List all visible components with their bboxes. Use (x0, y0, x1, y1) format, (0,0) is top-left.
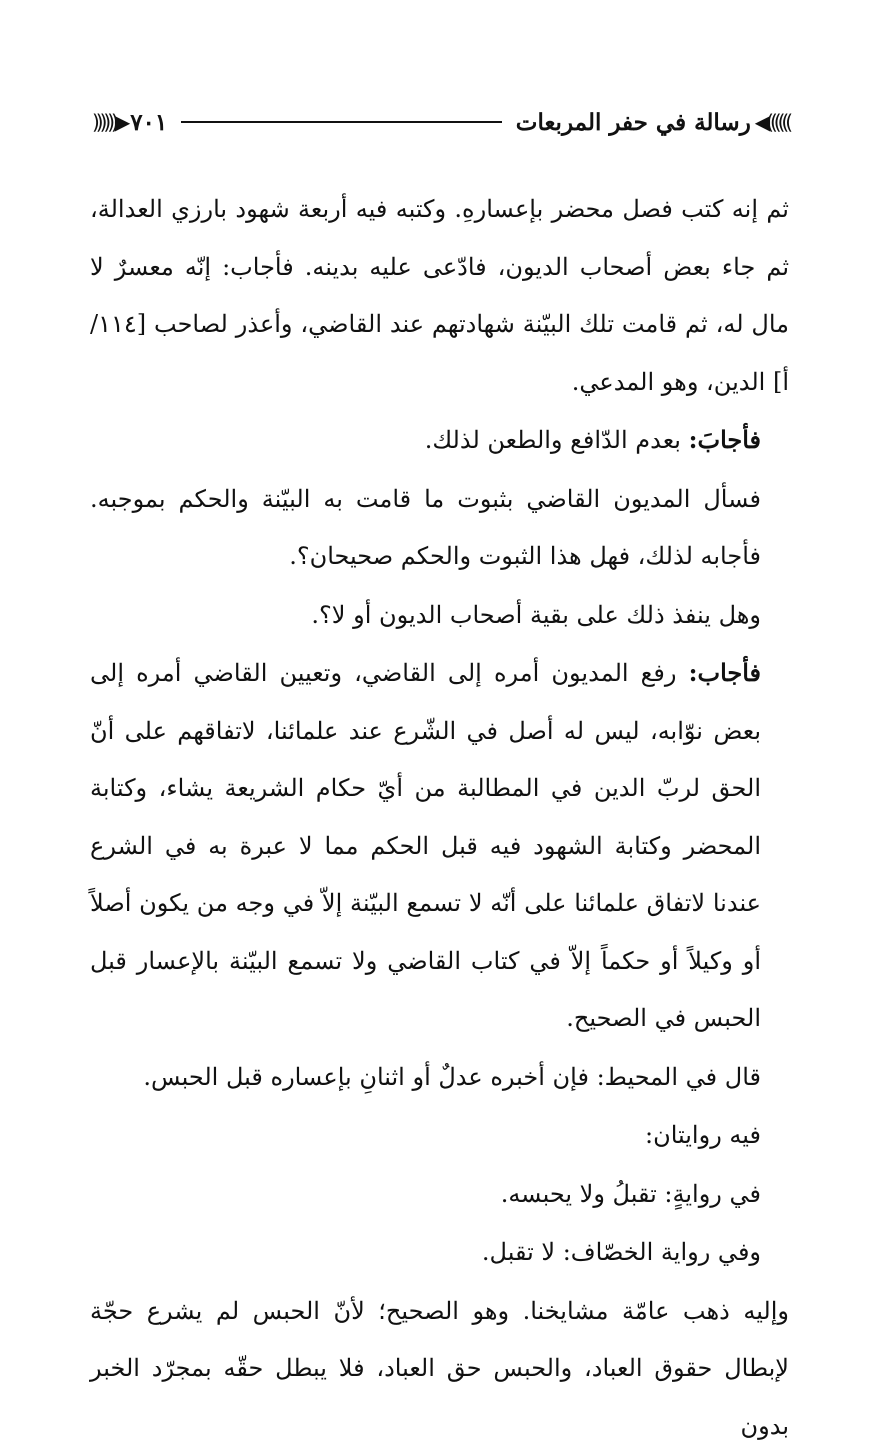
page-number: ٧٠١ (130, 109, 167, 136)
paragraph (90, 180, 789, 411)
paragraph-text: رفع المديون أمره إلى القاضي، وتعيين القاضي أمره إلى بعض نوّابه، ليس له أصل في الشّرع عند علمائنا، لاتفاقهم على أنّ الحق لربّ الدين في المطالبة من أيّ حكام الشريعة يشاء، وكتابة المحضر وكتابة الشهود فيه قبل الحكم مما لا عبرة به في الشرع عندنا لاتفاق علمائنا على أنّه لا تسمع البيّنة إلاّ في وجه من يكون أصلاً أو وكيلاً أو حكماً إلاّ في كتاب القاضي ولا تسمع البيّنة بالإعسار قبل الحبس في الصحيح. (90, 659, 761, 1032)
paragraph-text: فيه روايتان: (645, 1121, 761, 1149)
paragraph (90, 1048, 789, 1107)
header-rule (181, 121, 502, 123)
paragraph (90, 411, 789, 470)
paragraph-text: وفي رواية الخصّاف: لا تقبل. (482, 1238, 761, 1266)
header-ornament-right: ◀(((((( (755, 112, 789, 132)
paragraph-text: قال في المحيط: فإن أخبره عدلٌ أو اثنانِ بإعساره قبل الحبس. (143, 1063, 761, 1091)
paragraph-lead: فأجاب: (689, 658, 761, 687)
paragraph-text: فسأل المديون القاضي بثبوت ما قامت به البيّنة والحكم بموجبه. فأجابه لذلك، فهل هذا الثبوت والحكم صحيحان؟. (90, 485, 761, 571)
paragraph (90, 1106, 789, 1165)
paragraph (90, 470, 789, 586)
body-text (90, 180, 789, 1455)
header-ornament-left: ))))))▶ (92, 112, 126, 132)
paragraph-lead: فأجابَ: (689, 425, 761, 454)
paragraph-text: في روايةٍ: تقبلُ ولا يحبسه. (501, 1180, 761, 1208)
paragraph-text: ثم إنه كتب فصل محضر بإعسارهِ. وكتبه فيه أربعة شهود بارزي العدالة، ثم جاء بعض أصحاب الديون، فادّعى عليه بدينه. فأجاب: إنّه معسرٌ لا مال له، ثم قامت تلك البيّنة شهادتهم عند القاضي، وأعذر لصاحب [١١٤/ أ] الدين، وهو المدعي. (90, 195, 789, 396)
paragraph-text: وهل ينفذ ذلك على بقية أصحاب الديون أو لا؟. (311, 601, 761, 629)
running-header (92, 100, 789, 144)
paragraph (90, 1223, 789, 1282)
paragraph (90, 1282, 789, 1455)
paragraph-text: بعدم الدّافع والطعن لذلك. (425, 426, 689, 454)
paragraph (90, 1165, 789, 1224)
header-title: رسالة في حفر المربعات (516, 109, 751, 136)
paragraph (90, 586, 789, 645)
paragraph-text: وإليه ذهب عامّة مشايخنا. وهو الصحيح؛ لأنّ الحبس لم يشرع حجّة لإبطال حقوق العباد، والحبس حق العباد، فلا يبطل حقّه بمجرّد الخبر بدون (90, 1297, 789, 1440)
paragraph (90, 644, 789, 1048)
